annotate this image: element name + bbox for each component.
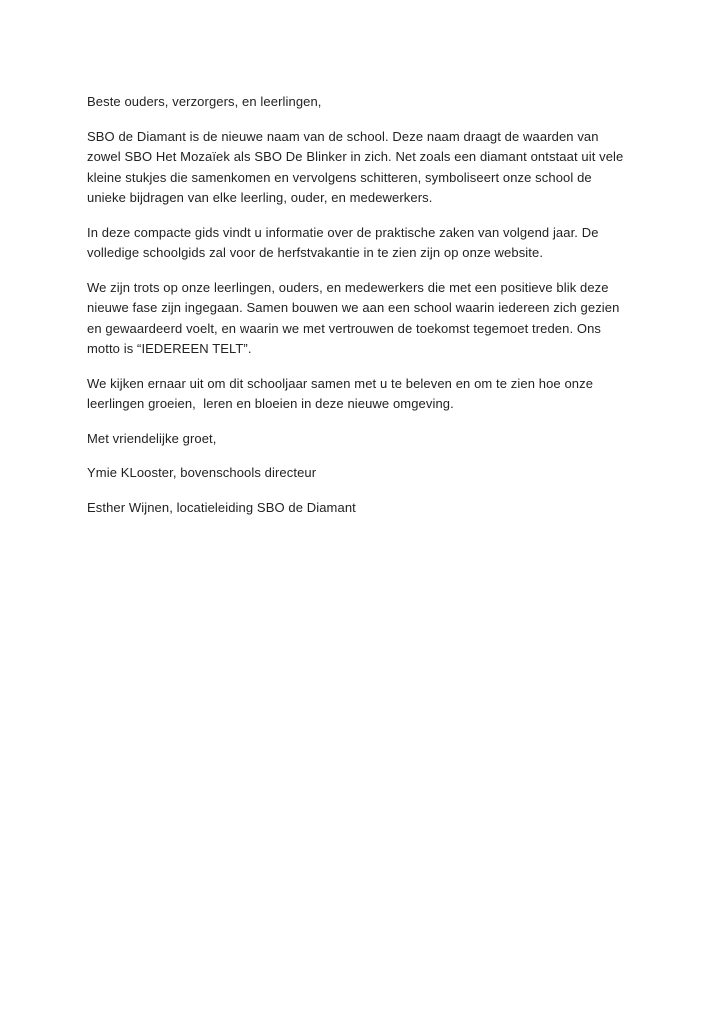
closing: Met vriendelijke groet,	[87, 430, 217, 446]
paragraph-outlook: We kijken ernaar uit om dit schooljaar samen met u te beleven en om te zien hoe onze leerlingen groeien, leren en bloeien in deze nieuwe omgeving.	[87, 375, 597, 411]
signature-location-lead: Esther Wijnen, locatieleiding SBO de Diamant	[87, 499, 356, 515]
paragraph-motto: We zijn trots op onze leerlingen, ouders, en medewerkers die met een positieve blik deze nieuwe fase zijn ingegaan. Samen bouwen we aan een school waarin iedereen zich gezien en gewaardeerd voelt, en waarin we met vertrouwen de toekomst tegemoet treden. Ons motto is “IEDEREEN TELT”.	[87, 279, 624, 356]
paragraph-school-name: SBO de Diamant is de nieuwe naam van de school. Deze naam draagt de waarden van zowel SBO Het Mozaïek als SBO De Blinker in zich. Net zoals een diamant ontstaat uit vele kleine stukjes die samenkomen en vervolgens schitteren, symboliseert onze school de unieke bijdragen van elke leerling, ouder, en medewerkers.	[87, 128, 628, 205]
salutation: Beste ouders, verzorgers, en leerlingen,	[87, 94, 322, 109]
signature-director: Ymie KLooster, bovenschools directeur	[87, 465, 317, 480]
letter-body	[87, 92, 632, 532]
paragraph-guide-info: In deze compacte gids vindt u informatie over de praktische zaken van volgend jaar. De volledige schoolgids zal voor de herfstvakantie in te zien zijn op onze website.	[87, 224, 603, 260]
